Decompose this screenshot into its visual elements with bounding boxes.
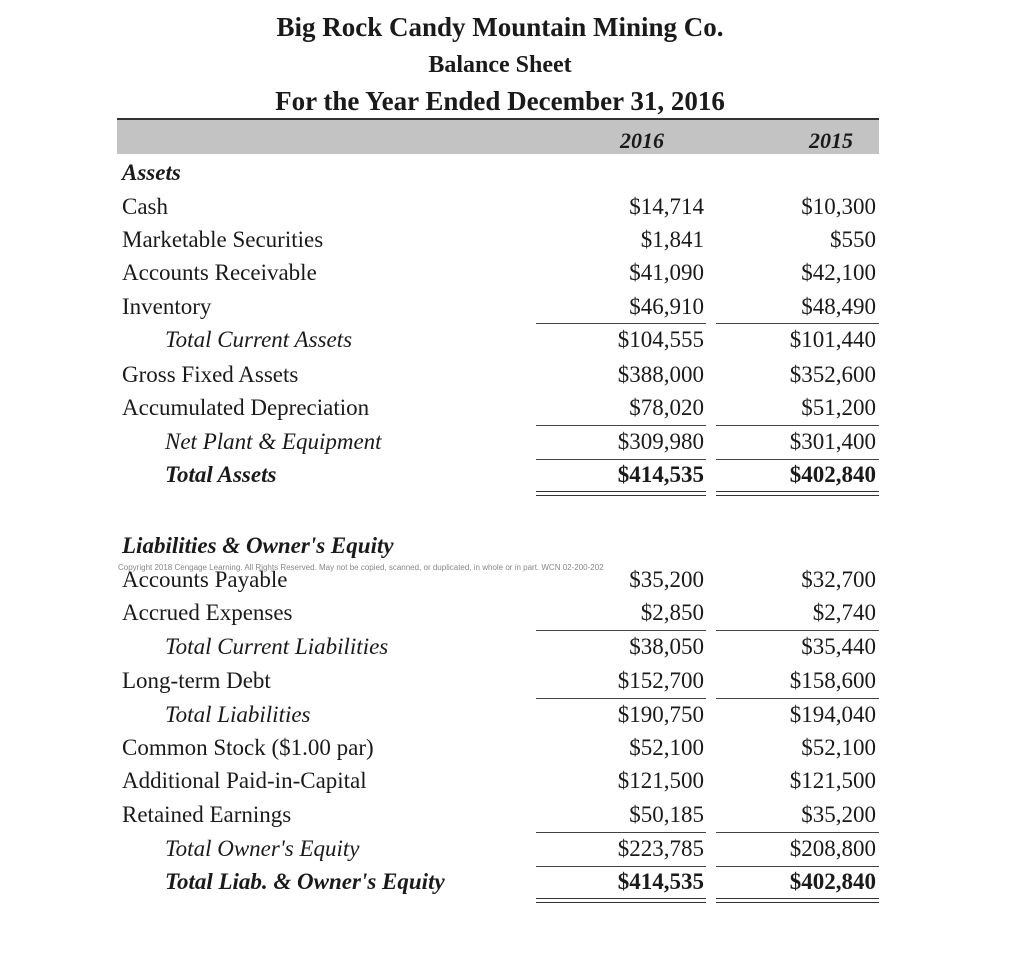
value-2016: $38,050	[629, 634, 704, 659]
subtotal-rule	[716, 698, 879, 699]
value-2016: $1,841	[640, 227, 704, 252]
table-row	[0, 802, 1024, 835]
value-2015: $158,600	[789, 668, 876, 693]
total-double-rule	[536, 898, 706, 903]
value-2016: $223,785	[617, 836, 704, 861]
assets-heading: Assets	[122, 160, 181, 185]
value-2016: $414,535	[617, 462, 704, 487]
row-label: Total Assets	[165, 462, 277, 487]
table-row	[0, 395, 1024, 428]
value-2015: $35,200	[801, 802, 876, 827]
value-2015: $101,440	[789, 327, 876, 352]
value-2015: $48,490	[801, 294, 876, 319]
liabilities-heading-row	[0, 533, 1024, 566]
table-row	[0, 668, 1024, 701]
row-label: Accounts Payable	[122, 567, 288, 592]
value-2016: $121,500	[617, 768, 704, 793]
row-label: Total Owner's Equity	[165, 836, 360, 861]
value-2015: $52,100	[801, 735, 876, 760]
value-2015: $2,740	[812, 600, 876, 625]
column-header-2015: 2015	[809, 128, 853, 153]
table-row	[0, 634, 1024, 667]
row-label: Gross Fixed Assets	[122, 362, 299, 387]
row-label: Cash	[122, 194, 168, 219]
row-label: Total Liab. & Owner's Equity	[165, 869, 445, 894]
value-2015: $301,400	[789, 429, 876, 454]
value-2016: $414,535	[617, 869, 704, 894]
assets-heading-row	[0, 160, 1024, 193]
row-label: Long-term Debt	[122, 668, 271, 693]
row-label: Accumulated Depreciation	[122, 395, 370, 420]
subtotal-rule	[536, 866, 706, 867]
table-row	[0, 227, 1024, 260]
subtotal-rule	[716, 630, 879, 631]
table-row	[0, 600, 1024, 633]
row-label: Accrued Expenses	[122, 600, 293, 625]
row-label: Marketable Securities	[122, 227, 324, 252]
subtotal-rule	[536, 698, 706, 699]
value-2015: $35,440	[801, 634, 876, 659]
row-label: Common Stock ($1.00 par)	[122, 735, 374, 760]
row-label: Inventory	[122, 294, 212, 319]
value-2015: $121,500	[789, 768, 876, 793]
table-row	[0, 735, 1024, 768]
subtotal-rule	[716, 459, 879, 460]
row-label: Net Plant & Equipment	[165, 429, 382, 454]
table-row	[0, 362, 1024, 395]
value-2015: $550	[830, 227, 876, 252]
row-label: Retained Earnings	[122, 802, 292, 827]
value-2015: $51,200	[801, 395, 876, 420]
liabilities-heading: Liabilities & Owner's Equity	[122, 533, 394, 558]
value-2016: $309,980	[617, 429, 704, 454]
value-2016: $35,200	[629, 567, 704, 592]
value-2015: $194,040	[789, 702, 876, 727]
subtotal-rule	[536, 425, 706, 426]
table-row	[0, 260, 1024, 293]
company-name: Big Rock Candy Mountain Mining Co.	[276, 12, 724, 42]
statement-title: Balance Sheet	[428, 52, 572, 78]
statement-period: For the Year Ended December 31, 2016	[275, 86, 725, 116]
value-2015: $402,840	[789, 869, 876, 894]
value-2015: $352,600	[789, 362, 876, 387]
subtotal-rule	[536, 630, 706, 631]
value-2016: $2,850	[640, 600, 704, 625]
subtotal-rule	[716, 425, 879, 426]
value-2016: $41,090	[629, 260, 704, 285]
subtotal-rule	[536, 832, 706, 833]
value-2015: $32,700	[801, 567, 876, 592]
row-label: Accounts Receivable	[122, 260, 317, 285]
value-2015: $402,840	[789, 462, 876, 487]
subtotal-rule	[716, 866, 879, 867]
table-row	[0, 327, 1024, 360]
value-2015: $10,300	[801, 194, 876, 219]
value-2016: $78,020	[629, 395, 704, 420]
total-double-rule	[716, 491, 879, 496]
value-2015: $208,800	[789, 836, 876, 861]
total-double-rule	[716, 898, 879, 903]
total-double-rule	[536, 491, 706, 496]
value-2016: $50,185	[629, 802, 704, 827]
table-row	[0, 429, 1024, 462]
row-label: Total Current Assets	[165, 327, 353, 352]
value-2016: $104,555	[617, 327, 704, 352]
subtotal-rule	[536, 459, 706, 460]
value-2016: $152,700	[617, 668, 704, 693]
column-header-2016: 2016	[620, 128, 664, 153]
table-row	[0, 702, 1024, 735]
table-row	[0, 567, 1024, 600]
subtotal-rule	[716, 832, 879, 833]
subtotal-rule	[536, 323, 706, 324]
value-2016: $190,750	[617, 702, 704, 727]
row-label: Total Current Liabilities	[165, 634, 389, 659]
value-2016: $388,000	[617, 362, 704, 387]
value-2016: $46,910	[629, 294, 704, 319]
value-2016: $14,714	[629, 194, 704, 219]
value-2016: $52,100	[629, 735, 704, 760]
copyright-notice: Copyright 2018 Cengage Learning. All Rights Reserved. May not be copied, scanned, or duplicated, in whole or in part. WCN 02-200-202	[118, 563, 604, 572]
table-row	[0, 836, 1024, 869]
subtotal-rule	[716, 323, 879, 324]
table-row	[0, 194, 1024, 227]
value-2015: $42,100	[801, 260, 876, 285]
row-label: Total Liabilities	[165, 702, 311, 727]
row-label: Additional Paid-in-Capital	[122, 768, 367, 793]
column-header-bar	[117, 118, 879, 154]
table-row	[0, 768, 1024, 801]
